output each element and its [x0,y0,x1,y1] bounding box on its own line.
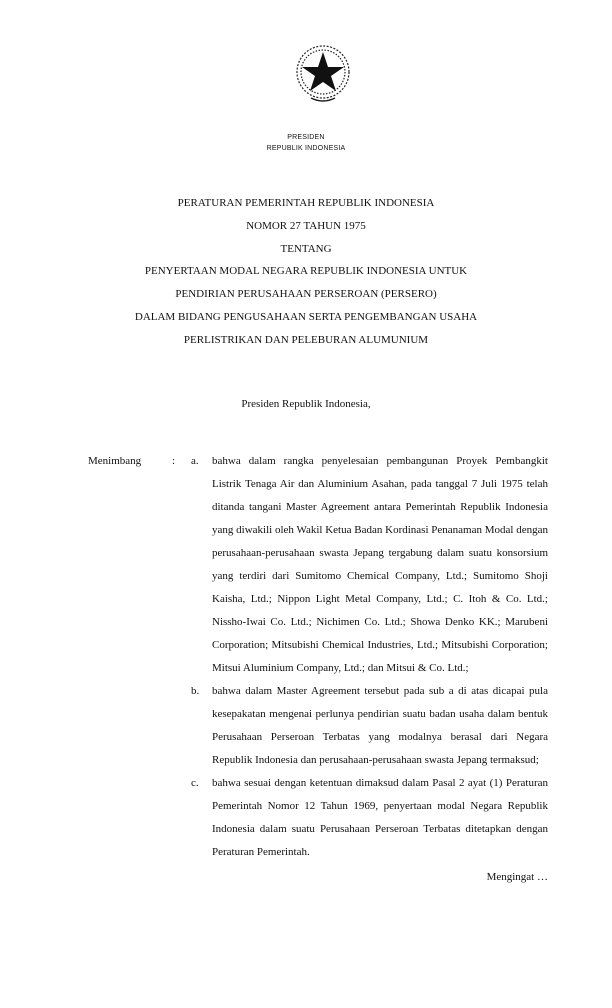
title-line: PERLISTRIKAN DAN PELEBURAN ALUMUNIUM [183,333,429,346]
list-item [191,772,548,864]
regulation-title [0,192,612,352]
menimbang-list [191,450,548,889]
menimbang-colon: : [172,455,176,467]
greeting: Presiden Republik Indonesia, [241,398,371,410]
header-presiden: PRESIDEN [287,134,325,141]
menimbang-label: Menimbang [88,455,142,467]
item-number: a. [191,455,199,467]
title-line: PERATURAN PEMERINTAH REPUBLIK INDONESIA [177,197,435,209]
header-republik: REPUBLIK INDONESIA [266,145,346,152]
list-item [191,680,548,772]
garuda-emblem-icon [291,42,355,106]
title-line: TENTANG [280,242,332,255]
title-line: DALAM BIDANG PENGUSAHAAN SERTA PENGEMBANGAN USAHA [134,310,478,323]
item-text: bahwa dalam rangka penyelesaian pembangunan Proyek Pembangkit Listrik Tenaga Air dan Aluminium Asahan, pada tanggal 7 Juli 1975 telah ditanda tangani Master Agreement antara Pemerintah Republik Indonesia yang diwakili oleh Wakil Ketua Badan Kordinasi Penanaman Modal dengan perusahaan-perusahaan swasta Jepang tergabung dalam suatu konsorsium yang terdiri dari Sumitomo Chemical Company, Ltd.; Sumitomo Shoji Kaisha, Ltd.; Nippon Light Metal Company, Ltd.; C. Itoh & Co. Ltd.; Nissho-Iwai Co. Ltd.; Nichimen Co. Ltd.; Showa Denko KK.; Marubeni Corporation; Mitsubishi Chemical Industries, Ltd.; Mitsubishi Corporation; Mitsui Aluminium Company, Ltd.; dan Mitsui & Co. Ltd.; [212,455,548,674]
continuation-text: Mengingat … [486,871,548,883]
item-number: c. [191,777,199,789]
item-text: bahwa sesuai dengan ketentuan dimaksud dalam Pasal 2 ayat (1) Peraturan Pemerintah Nomor 12 Tahun 1969, penyertaan modal Negara Republik Indonesia dalam suatu Perusahaan Perseroan Terbatas ditetapkan dengan Peraturan Pemerintah. [212,777,548,858]
item-number: b. [191,685,200,697]
title-line: PENDIRIAN PERUSAHAAN PERSEROAN (PERSERO) [175,288,437,301]
title-line: PENYERTAAN MODAL NEGARA REPUBLIK INDONESIA UNTUK [144,265,468,278]
title-line: NOMOR 27 TAHUN 1975 [246,219,366,232]
item-text: bahwa dalam Master Agreement tersebut pada sub a di atas dicapai pula kesepakatan mengenai perlunya pendirian suatu badan usaha dalam bentuk Perusahaan Perseroan Terbatas yang modalnya berasal dari Negara Republik Indonesia dan perusahaan-perusahaan swasta Jepang termaksud; [212,685,548,766]
list-item [191,450,548,680]
